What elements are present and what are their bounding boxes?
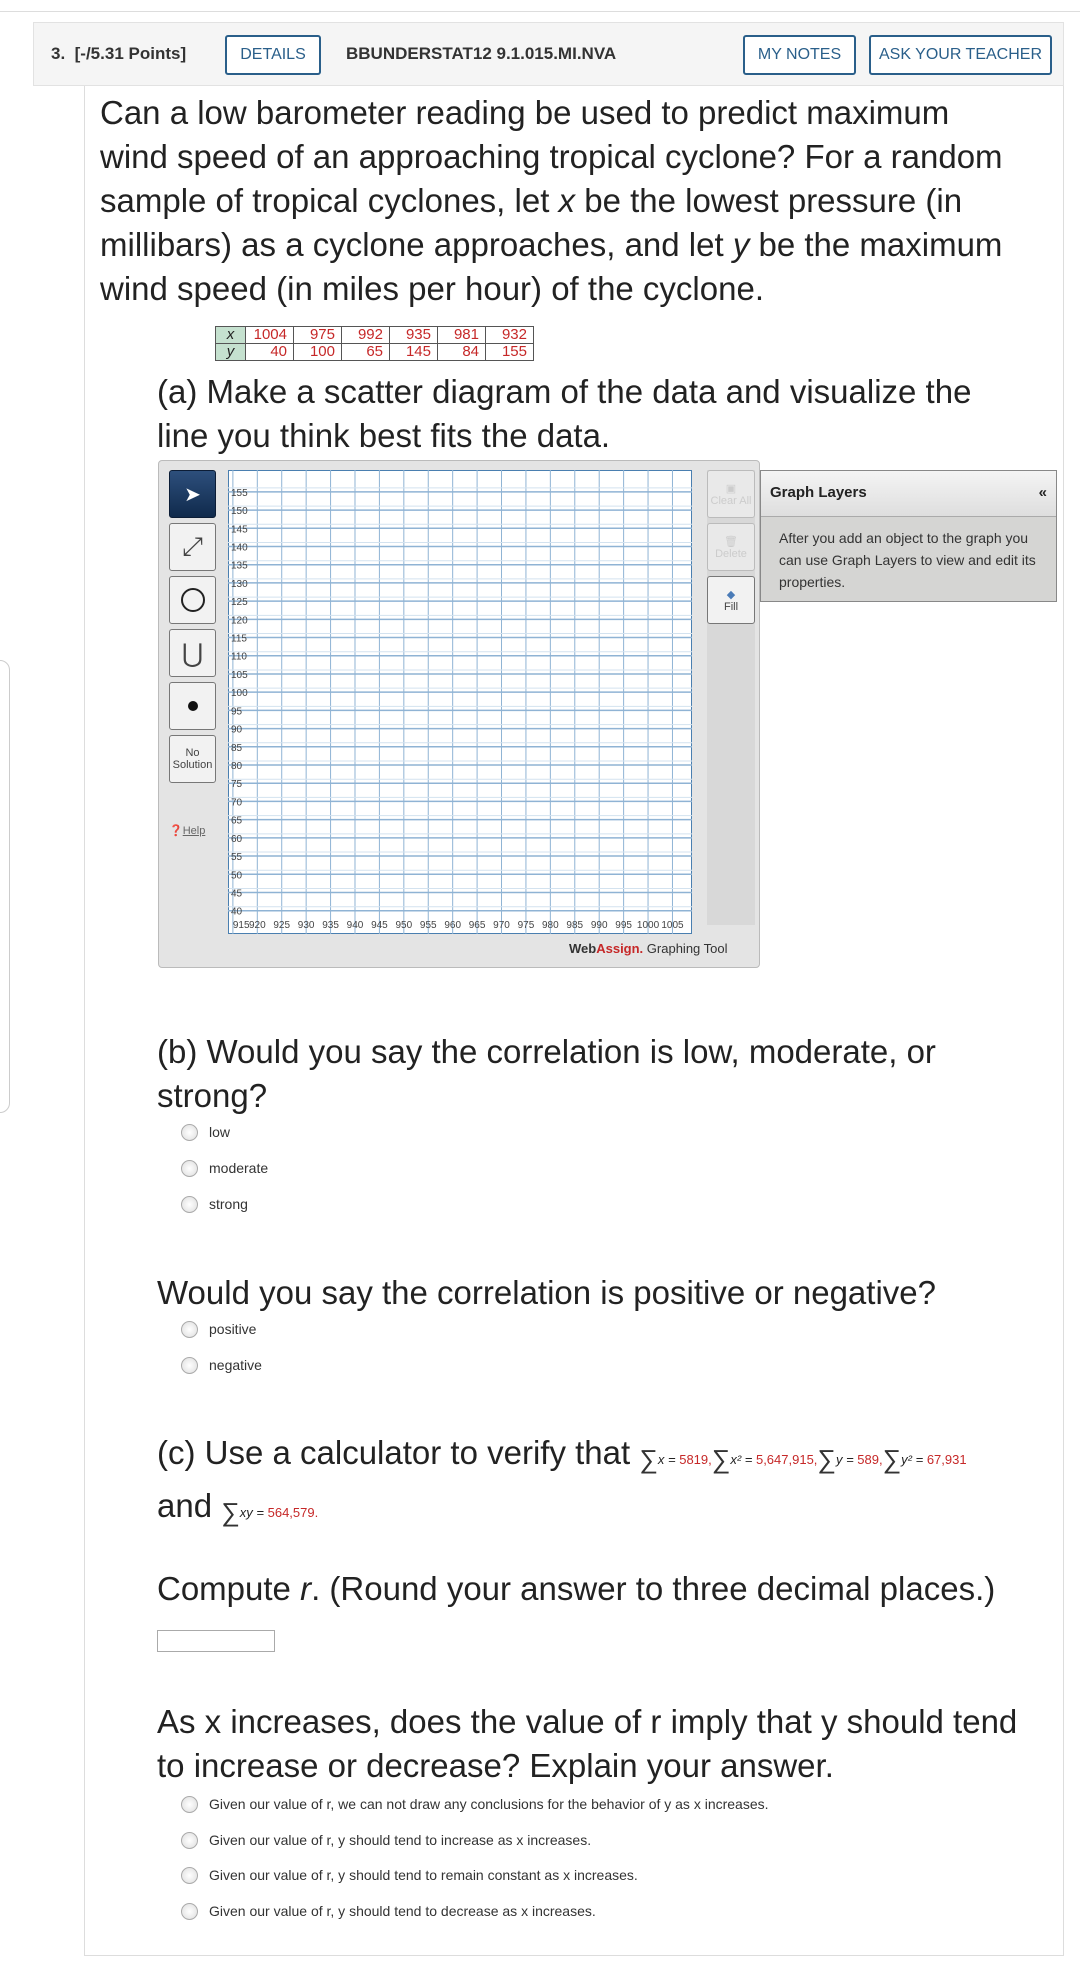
y-tick-label: 155 [231, 487, 248, 499]
y-tick-label: 85 [231, 742, 243, 754]
line-arrow-icon: ⤢ [182, 531, 203, 561]
y-tick-label: 90 [231, 724, 243, 736]
y-tick-label: 145 [231, 524, 248, 536]
y-tick-label: 125 [231, 597, 248, 609]
option-label[interactable]: low [209, 1124, 231, 1140]
help-link[interactable]: ❓Help [169, 825, 206, 837]
y-tick-label: 130 [231, 578, 248, 590]
my-notes-button[interactable]: MY NOTES [743, 35, 856, 75]
option-label[interactable]: Given our value of r, y should tend to decrease as x increases. [209, 1903, 596, 1919]
y-tick-label: 70 [231, 797, 243, 809]
parabola-icon: ⋃ [181, 637, 204, 668]
grid-background [228, 470, 692, 934]
x-tick-label: 925 [273, 920, 291, 931]
option-label[interactable]: negative [209, 1357, 262, 1373]
question-intro: Can a low barometer reading be used to predict maximum wind speed of an approaching tropical cyclone? For a random sample of tropical cyclones, let x be the lowest pressure (in millibars) as a cyclone approaches, and let y be the maximum wind speed (in miles per hour) of the cyclone. [100, 94, 1003, 307]
option-label[interactable]: Given our value of r, y should tend to remain constant as x increases. [209, 1867, 638, 1883]
y-tick-label: 135 [231, 560, 248, 572]
question-points: 3. [-/5.31 Points] [51, 44, 187, 63]
y-tick-label: 75 [231, 779, 243, 791]
paint-bucket-icon: ◆ [726, 588, 736, 601]
r-answer-input[interactable] [157, 1630, 275, 1652]
x-tick-label: 995 [615, 920, 632, 931]
y-tick-label: 120 [231, 615, 248, 627]
radio-sign-1[interactable] [181, 1357, 198, 1374]
trash-icon: 🗑 [724, 535, 738, 548]
delete-button[interactable]: 🗑 Delete [707, 523, 755, 571]
question-header [33, 22, 1064, 86]
x-tick-label: 930 [297, 920, 315, 931]
radio-part_b-options-1[interactable] [181, 1160, 198, 1177]
graph-layers-title: Graph Layers [770, 484, 867, 501]
option-label[interactable]: positive [209, 1321, 257, 1337]
y-tick-label: 115 [231, 633, 247, 645]
x-tick-label: 975 [517, 920, 535, 931]
graph-layers-panel [760, 470, 1057, 602]
question-panel [84, 86, 1064, 1956]
parabola-tool-button[interactable] [169, 629, 216, 677]
circle-tool-button[interactable] [169, 576, 216, 624]
graph-layers-text: After you add an object to the graph you can use Graph Layers to view and edit its properties. [779, 530, 1036, 590]
y-tick-label: 110 [231, 651, 247, 663]
x-tick-label: 955 [419, 920, 437, 931]
trend-question: As x increases, does the value of r imply that y should tend to increase or decrease? Explain your answer. [157, 1703, 1018, 1784]
radio-trend-options-3[interactable] [181, 1903, 198, 1920]
clear-all-button[interactable]: ▣ Clear All [707, 470, 755, 518]
part-a-text: (a) Make a scatter diagram of the data and visualize the line you think best fits the data. [157, 373, 972, 454]
y-tick-label: 95 [231, 706, 243, 718]
question-code: BBUNDERSTAT12 9.1.015.MI.NVA [346, 44, 617, 63]
y-tick-label: 55 [231, 852, 243, 864]
sigma-icon: ∑ [221, 1497, 240, 1527]
x-tick-label: 915 [232, 920, 250, 931]
sign-question: Would you say the correlation is positive or negative? [157, 1274, 936, 1311]
x-tick-label: 945 [371, 920, 388, 931]
part-b-text: (b) Would you say the correlation is low, moderate, or strong? [157, 1033, 936, 1114]
x-tick-label: 990 [590, 920, 608, 931]
details-button[interactable]: DETAILS [225, 35, 321, 75]
circle-icon [181, 588, 205, 612]
webassign-logo: WebAssign. Graphing Tool [569, 941, 728, 956]
option-label[interactable]: moderate [209, 1160, 269, 1176]
y-tick-label: 100 [231, 688, 248, 700]
x-tick-label: 940 [346, 920, 364, 931]
point-tool-button[interactable] [169, 682, 216, 730]
y-tick-label: 50 [231, 870, 243, 882]
pointer-icon: ➤ [184, 483, 201, 506]
line-tool-button[interactable] [169, 523, 216, 571]
graphing-tool [158, 460, 760, 968]
no-solution-button[interactable]: No Solution [169, 735, 216, 783]
y-tick-label: 140 [231, 542, 248, 554]
x-tick-label: 1005 [661, 920, 684, 931]
radio-trend-options-1[interactable] [181, 1832, 198, 1849]
x-tick-label: 965 [468, 920, 486, 931]
x-tick-label: 950 [395, 920, 413, 931]
compute-r-text: Compute r. (Round your answer to three decimal places.) [157, 1570, 996, 1607]
radio-sign-0[interactable] [181, 1321, 198, 1338]
x-tick-label: 1000 [636, 920, 660, 931]
x-tick-label: 970 [493, 920, 510, 931]
select-tool-button[interactable] [169, 470, 216, 518]
y-tick-label: 150 [231, 506, 248, 518]
y-tick-label: 65 [231, 815, 243, 827]
y-tick-label: 80 [231, 761, 243, 773]
sigma-icon: ∑ [817, 1444, 836, 1474]
radio-trend-options-0[interactable] [181, 1796, 198, 1813]
table-row-y: y 40 100 65 145 84 155 [216, 344, 534, 361]
y-tick-label: 60 [231, 833, 243, 845]
part-c-text: (c) Use a calculator to verify that ∑x = 5819,∑x² = 5,647,915,∑y = 589,∑y² = 67,931 and ∑xy = 564,579. [157, 1434, 967, 1527]
point-icon [188, 701, 198, 711]
collapse-icon[interactable]: « [1038, 484, 1047, 501]
side-panel-edge [0, 660, 10, 1113]
x-tick-label: 935 [322, 920, 339, 931]
sigma-icon: ∑ [711, 1444, 731, 1474]
x-tick-label: 920 [248, 920, 266, 931]
help-icon: ❓ [169, 825, 183, 837]
y-tick-label: 40 [231, 906, 243, 918]
radio-part_b-options-2[interactable] [181, 1196, 198, 1213]
graph-canvas[interactable] [228, 470, 692, 934]
radio-part_b-options-0[interactable] [181, 1124, 198, 1141]
sigma-icon: ∑ [882, 1444, 902, 1474]
table-row-x: x 1004 975 992 935 981 932 [216, 327, 534, 344]
sigma-icon: ∑ [639, 1444, 658, 1474]
y-tick-label: 45 [231, 888, 243, 900]
x-tick-label: 960 [444, 920, 462, 931]
ask-teacher-button[interactable]: ASK YOUR TEACHER [869, 35, 1052, 75]
x-tick-label: 985 [566, 920, 584, 931]
data-table [215, 326, 534, 361]
x-tick-label: 980 [542, 920, 559, 931]
option-label[interactable]: Given our value of r, we can not draw any conclusions for the behavior of y as x increases. [209, 1796, 769, 1812]
clear-icon: ▣ [725, 482, 737, 495]
y-tick-label: 105 [231, 669, 248, 681]
top-divider [0, 11, 1080, 12]
option-label[interactable]: strong [209, 1196, 248, 1212]
option-label[interactable]: Given our value of r, y should tend to increase as x increases. [209, 1832, 592, 1848]
radio-trend-options-2[interactable] [181, 1867, 198, 1884]
fill-button[interactable]: ◆ Fill [707, 576, 755, 624]
